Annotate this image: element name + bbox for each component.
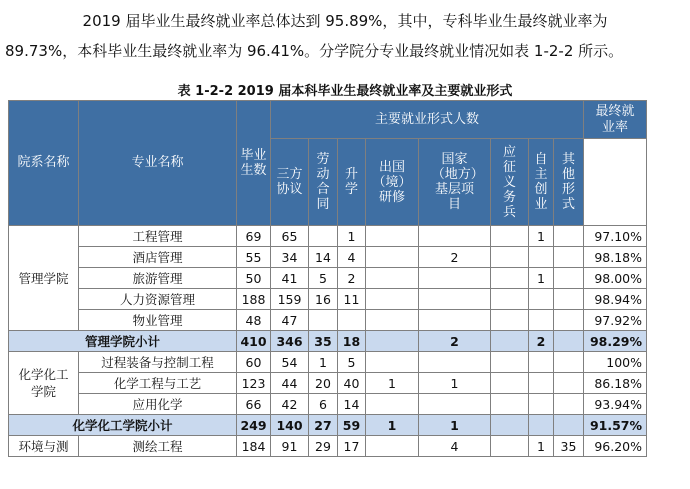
- form-cell: [366, 226, 419, 247]
- form-cell: [491, 352, 529, 373]
- major-cell: 工程管理: [79, 226, 237, 247]
- form-cell: 159: [271, 289, 309, 310]
- form-cell: 35: [309, 331, 338, 352]
- form-cell: [419, 352, 491, 373]
- graduates-cell: 410: [237, 331, 271, 352]
- rate-cell: 97.92%: [584, 310, 647, 331]
- form-cell: 4: [338, 247, 366, 268]
- form-cell: [366, 394, 419, 415]
- rate-cell: 98.00%: [584, 268, 647, 289]
- form-cell: 54: [271, 352, 309, 373]
- form-cell: 140: [271, 415, 309, 436]
- form-cell: 34: [271, 247, 309, 268]
- form-cell: [338, 310, 366, 331]
- header-labor-contract: 劳动合同: [309, 139, 338, 226]
- graduates-cell: 48: [237, 310, 271, 331]
- form-cell: 29: [309, 436, 338, 457]
- header-rate-blank: [584, 139, 647, 226]
- table-caption: 表 1-2-2 2019 届本科毕业生最终就业率及主要就业形式: [177, 84, 513, 99]
- rate-cell: 97.10%: [584, 226, 647, 247]
- form-cell: [491, 226, 529, 247]
- form-cell: [491, 310, 529, 331]
- subtotal-label: 管理学院小计: [9, 331, 237, 352]
- form-cell: [366, 310, 419, 331]
- form-cell: [554, 247, 584, 268]
- rate-cell: 98.18%: [584, 247, 647, 268]
- form-cell: 35: [554, 436, 584, 457]
- rate-cell: 100%: [584, 352, 647, 373]
- form-cell: 1: [419, 415, 491, 436]
- table-row: [9, 352, 647, 373]
- major-cell: 酒店管理: [79, 247, 237, 268]
- form-cell: [491, 268, 529, 289]
- form-cell: [491, 373, 529, 394]
- header-grassroots: 国家（地方）基层项目: [419, 139, 491, 226]
- form-cell: [419, 310, 491, 331]
- form-cell: [491, 331, 529, 352]
- college-cell: 环境与测: [9, 436, 79, 457]
- graduates-cell: 249: [237, 415, 271, 436]
- table-row: [9, 268, 647, 289]
- form-cell: 42: [271, 394, 309, 415]
- form-cell: 1: [338, 226, 366, 247]
- subtotal-row: [9, 331, 647, 352]
- form-cell: 59: [338, 415, 366, 436]
- form-cell: [366, 436, 419, 457]
- form-cell: 47: [271, 310, 309, 331]
- form-cell: [419, 268, 491, 289]
- form-cell: 5: [338, 352, 366, 373]
- graduates-cell: 123: [237, 373, 271, 394]
- form-cell: [491, 394, 529, 415]
- form-cell: [366, 289, 419, 310]
- subtotal-label: 化学化工学院小计: [9, 415, 237, 436]
- table-row: [9, 373, 647, 394]
- form-cell: [491, 289, 529, 310]
- form-cell: [419, 226, 491, 247]
- form-cell: 44: [271, 373, 309, 394]
- header-overseas: 出国（境）研修: [366, 139, 419, 226]
- major-cell: 旅游管理: [79, 268, 237, 289]
- header-graduates: 毕业生数: [237, 101, 271, 226]
- form-cell: [366, 352, 419, 373]
- form-cell: [529, 373, 554, 394]
- major-cell: 人力资源管理: [79, 289, 237, 310]
- form-cell: 2: [419, 331, 491, 352]
- table-row: [9, 436, 647, 457]
- table-row: [9, 394, 647, 415]
- major-cell: 化学工程与工艺: [79, 373, 237, 394]
- graduates-cell: 188: [237, 289, 271, 310]
- form-cell: [419, 394, 491, 415]
- header-rate: 最终就业率: [584, 101, 647, 139]
- form-cell: 14: [309, 247, 338, 268]
- intro-line-1: 2019 届毕业生最终就业率总体达到 95.89%，其中，专科毕业生最终就业率为: [82, 12, 608, 30]
- major-cell: 应用化学: [79, 394, 237, 415]
- form-cell: [554, 352, 584, 373]
- graduates-cell: 184: [237, 436, 271, 457]
- form-cell: 11: [338, 289, 366, 310]
- graduates-cell: 55: [237, 247, 271, 268]
- table-row: [9, 226, 647, 247]
- rate-cell: 93.94%: [584, 394, 647, 415]
- form-cell: [491, 436, 529, 457]
- rate-cell: 91.57%: [584, 415, 647, 436]
- form-cell: 2: [529, 331, 554, 352]
- form-cell: 4: [419, 436, 491, 457]
- form-cell: [554, 226, 584, 247]
- form-cell: [529, 247, 554, 268]
- form-cell: 1: [366, 373, 419, 394]
- form-cell: 18: [338, 331, 366, 352]
- employment-table: [8, 100, 647, 457]
- form-cell: [309, 310, 338, 331]
- form-cell: [529, 289, 554, 310]
- form-cell: [529, 415, 554, 436]
- header-employment-forms: 主要就业形式人数: [271, 101, 584, 139]
- form-cell: 1: [309, 352, 338, 373]
- form-cell: 2: [338, 268, 366, 289]
- form-cell: 1: [529, 226, 554, 247]
- form-cell: 1: [366, 415, 419, 436]
- header-major: 专业名称: [79, 101, 237, 226]
- graduates-cell: 60: [237, 352, 271, 373]
- intro-line-2: 89.73%，本科毕业生最终就业率为 96.41%。分学院分专业最终就业情况如表 1-2-2 所示。: [5, 42, 624, 60]
- form-cell: 17: [338, 436, 366, 457]
- form-cell: 1: [419, 373, 491, 394]
- rate-cell: 86.18%: [584, 373, 647, 394]
- form-cell: [554, 289, 584, 310]
- rate-cell: 98.94%: [584, 289, 647, 310]
- header-further-study: 升学: [338, 139, 366, 226]
- form-cell: [529, 310, 554, 331]
- form-cell: [554, 268, 584, 289]
- subtotal-row: [9, 415, 647, 436]
- college-cell: 管理学院: [9, 226, 79, 331]
- table-row: [9, 310, 647, 331]
- major-cell: 物业管理: [79, 310, 237, 331]
- form-cell: 5: [309, 268, 338, 289]
- form-cell: [554, 415, 584, 436]
- table-row: [9, 247, 647, 268]
- major-cell: 过程装备与控制工程: [79, 352, 237, 373]
- form-cell: [554, 310, 584, 331]
- form-cell: 91: [271, 436, 309, 457]
- form-cell: [529, 352, 554, 373]
- header-self-employed: 自主创业: [529, 139, 554, 226]
- college-cell: 化学化工学院: [9, 352, 79, 415]
- form-cell: 41: [271, 268, 309, 289]
- form-cell: [309, 226, 338, 247]
- graduates-cell: 69: [237, 226, 271, 247]
- table-row: [9, 289, 647, 310]
- major-cell: 测绘工程: [79, 436, 237, 457]
- graduates-cell: 50: [237, 268, 271, 289]
- header-other: 其他形式: [554, 139, 584, 226]
- rate-cell: 98.29%: [584, 331, 647, 352]
- header-tripartite: 三方协议: [271, 139, 309, 226]
- form-cell: 2: [419, 247, 491, 268]
- form-cell: [554, 331, 584, 352]
- form-cell: 40: [338, 373, 366, 394]
- form-cell: [419, 289, 491, 310]
- form-cell: 14: [338, 394, 366, 415]
- graduates-cell: 66: [237, 394, 271, 415]
- header-military: 应征义务兵: [491, 139, 529, 226]
- form-cell: [491, 415, 529, 436]
- form-cell: [554, 373, 584, 394]
- form-cell: 16: [309, 289, 338, 310]
- rate-cell: 96.20%: [584, 436, 647, 457]
- form-cell: 65: [271, 226, 309, 247]
- form-cell: 1: [529, 436, 554, 457]
- header-college: 院系名称: [9, 101, 79, 226]
- form-cell: 6: [309, 394, 338, 415]
- form-cell: [366, 268, 419, 289]
- form-cell: [529, 394, 554, 415]
- form-cell: [491, 247, 529, 268]
- form-cell: 346: [271, 331, 309, 352]
- form-cell: 27: [309, 415, 338, 436]
- form-cell: 20: [309, 373, 338, 394]
- form-cell: [366, 247, 419, 268]
- form-cell: 1: [529, 268, 554, 289]
- form-cell: [366, 331, 419, 352]
- form-cell: [554, 394, 584, 415]
